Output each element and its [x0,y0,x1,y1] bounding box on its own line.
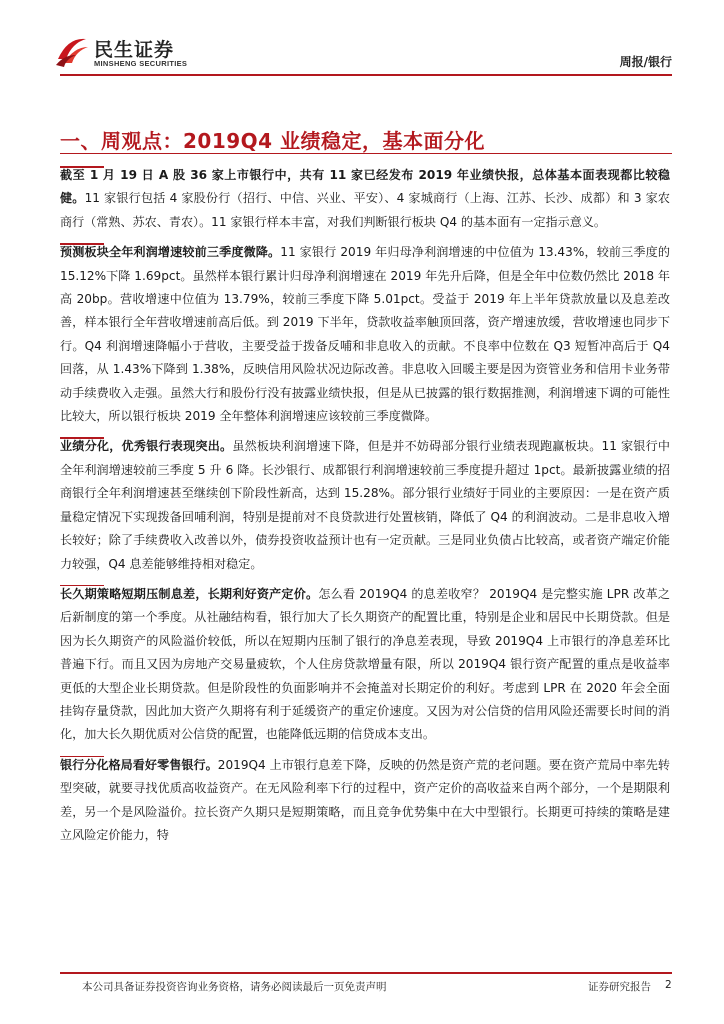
paragraph-lead: 截至 1 月 19 日 A 股 36 家上市银行中，共有 11 家已经发布 2019 年业绩快报，总体基本面表现都比较稳健。 [60,168,670,206]
paragraph-1 [60,164,670,234]
paragraph-4 [60,583,670,747]
paragraph-lead: 业绩分化，优秀银行表现突出。 [60,439,233,454]
logo-cn-text: 民生证券 [94,39,175,61]
logo-mark-icon [54,33,90,69]
logo-en-text: MINSHENG SECURITIES [94,59,188,68]
paragraph-2 [60,241,670,428]
report-body [60,164,670,854]
lead-marker [60,166,104,168]
company-logo [54,33,194,73]
paragraph-5 [60,754,670,848]
section-title: 一、周观点：2019Q4 业绩稳定，基本面分化 [60,129,486,153]
paragraph-lead: 长久期策略短期压制息差，长期利好资产定价。 [60,586,319,601]
page-header [0,0,724,90]
paragraph-body: 虽然板块利润增速下降，但是并不妨碍部分银行业绩表现跑赢板块。11 家银行中全年利润增速较前三季度 5 升 6 降。长沙银行、成都银行利润增速较前三季度提升超过 1pct。最新披露业绩的招商银行全年利润增速甚至继续创下阶段性新高，达到 15.28%。部分银行业绩好于同业的主要原因：一是在资产质量稳定情况下实现拨备回哺利润，特别是提前对不良贷款进行处置核销，降低了 Q4 的利润波动。二是非息收入增长较好；除了手续费收入改善以外，债券投资收益预计也有一定贡献。三是同业负债占比较高，或者资产端定价能力较强，Q4 息差能够维持相对稳定。 [60,439,670,571]
title-divider [60,153,672,154]
footer-doc-type: 证券研究报告 [588,981,651,993]
paragraph-lead: 银行分化格局看好零售银行。 [60,757,218,772]
lead-marker [60,437,104,439]
page-number: 2 [665,979,672,991]
lead-marker [60,243,104,245]
paragraph-3 [60,435,670,575]
paragraph-body: 怎么看 2019Q4 的息差收窄？ 2019Q4 是完整实施 LPR 改革之后新制度的第一个季度。从社融结构看，银行加大了长久期资产的配置比重，特别是企业和居民中长期贷款。但是因为长久期资产的风险溢价较低，所以在短期内压制了银行的净息差表现，导致 2019Q4 上市银行的净息差环比普遍下行。而且又因为房地产交易量疲软，个人住房贷款增量有限，所以 2019Q4 银行资产配置的重点是收益率更低的大型企业长期贷款。但是阶段性的负面影响并不会掩盖对长期定价的利好。考虑到 LPR 在 2020 年会全面挂钩存量贷款，因此加大资产久期将有利于延缓资产的重定价速度。又因为对公信贷的信用风险还需要长时间的消化，加大长久期优质对公信贷的配置，也能降低远期的信贷成本支出。 [60,586,670,742]
paragraph-body: 11 家银行包括 4 家股份行（招行、中信、兴业、平安）、4 家城商行（上海、江苏、长沙、成都）和 3 家农商行（常熟、苏农、青农）。11 家银行样本丰富，对我们判断银行板块 Q4 的基本面有一定指示意义。 [60,191,670,229]
footer-disclaimer: 本公司具备证券投资咨询业务资格，请务必阅读最后一页免责声明 [82,981,387,993]
header-divider [60,74,672,76]
footer-divider [60,972,672,974]
paragraph-body: 11 家银行 2019 年归母净利润增速的中位值为 13.43%，较前三季度的 15.12%下降 1.69pct。虽然样本银行累计归母净利润增速在 2019 年先升后降，但是全年中位数仍然比 2018 年高 20bp。营收增速中位值为 13.79%，较前三季度下降 5.01pct。受益于 2019 年上半年贷款放量以及息差改善，样本银行全年营收增速前高后低。到 2019 下半年，贷款收益率触顶回落，资产增速放缓，营收增速也同步下行。Q4 利润增速降幅小于营收，主要受益于拨备反哺和非息收入的贡献。不良率中位数在 Q3 短暂冲高后于 Q4 回落，从 1.43%下降到 1.38%，反映信用风险状况边际改善。非息收入回暖主要是因为资管业务和信用卡业务带动手续费收入走强。虽然大行和股份行没有披露业绩快报，但是从已披露的银行数据推测，利润增速下调的可能性比较大，所以银行板块 2019 全年整体利润增速应该较前三季度微降。 [60,245,670,424]
paragraph-lead: 预测板块全年利润增速较前三季度微降。 [60,245,281,260]
paragraph-body: 2019Q4 上市银行息差下降，反映的仍然是资产荒的老问题。要在资产荒局中率先转型突破，就要寻找优质高收益资产。在无风险利率下行的过程中，资产定价的高收益来自两个部分，一个是期限利差，另一个是风险溢价。拉长资产久期只是短期策略，而且竞争优势集中在大中型银行。长期更可持续的策略是建立风险定价能力，特 [60,757,670,842]
report-category-tag: 周报/银行 [619,55,672,69]
lead-marker [60,585,104,587]
lead-marker [60,756,104,758]
